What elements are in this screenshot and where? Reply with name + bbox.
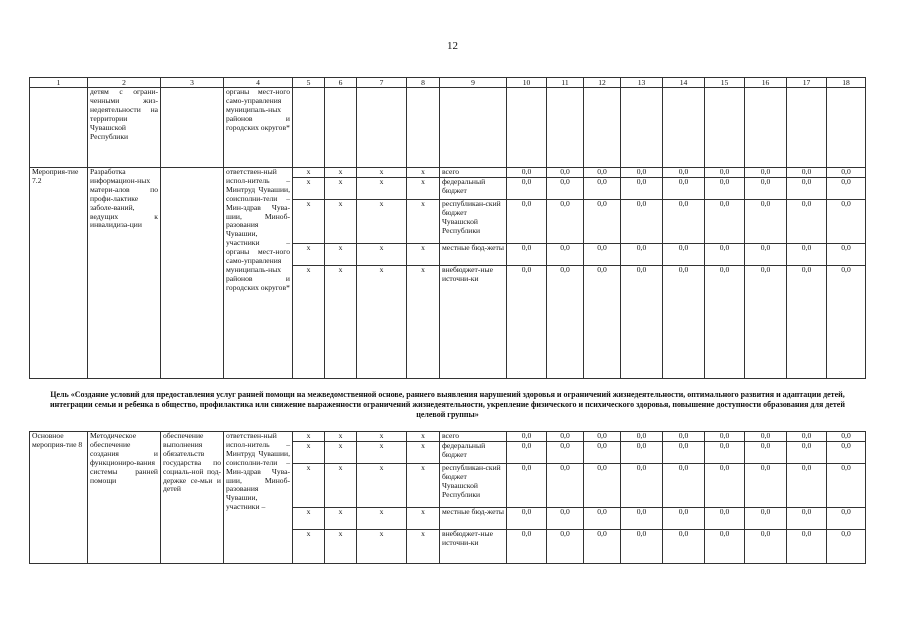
mark-x: х <box>407 442 440 464</box>
amount-cell: 0,0 <box>621 266 663 379</box>
amount-cell: 0,0 <box>827 266 866 379</box>
amount-cell: 0,0 <box>507 244 547 266</box>
measure-goal-cell <box>161 168 224 379</box>
amount-cell: 0,0 <box>547 200 584 244</box>
amount-cell: 0,0 <box>547 168 584 178</box>
amount-cell: 0,0 <box>663 508 705 530</box>
amount-cell: 0,0 <box>547 464 584 508</box>
column-number: 15 <box>705 78 745 88</box>
measure-description: детям с ограни-ченными жиз-недеятельности на территории Чувашской Республики <box>88 88 161 168</box>
column-number: 17 <box>787 78 827 88</box>
mark-x: х <box>293 178 325 200</box>
funding-source: внебюджет-ные источни-ки <box>440 530 507 564</box>
amount-cell: 0,0 <box>584 266 621 379</box>
amount-cell: 0,0 <box>584 508 621 530</box>
amount-cell: 0,0 <box>745 508 787 530</box>
amount-cell: 0,0 <box>584 178 621 200</box>
mark-x: х <box>325 178 357 200</box>
mark-x: х <box>325 266 357 379</box>
amount-cell: 0,0 <box>745 530 787 564</box>
amount-cell: 0,0 <box>705 266 745 379</box>
amount-cell: 0,0 <box>787 244 827 266</box>
amount-cell: 0,0 <box>705 168 745 178</box>
program-table <box>29 77 866 564</box>
amount-cell: 0,0 <box>621 530 663 564</box>
measure-code: Мероприя-тие 7.2 <box>30 168 88 379</box>
amount-cell: 0,0 <box>787 464 827 508</box>
mark-x: х <box>407 508 440 530</box>
amount-cell: 0,0 <box>745 442 787 464</box>
funding-source: всего <box>440 432 507 442</box>
measure-code: Основное мероприя-тие 8 <box>30 432 88 564</box>
mark-x: х <box>325 442 357 464</box>
mark-x: х <box>407 432 440 442</box>
column-number: 10 <box>507 78 547 88</box>
amount-cell: 0,0 <box>547 266 584 379</box>
amount-cell: 0,0 <box>507 432 547 442</box>
column-number: 6 <box>325 78 357 88</box>
column-number: 18 <box>827 78 866 88</box>
amount-cell: 0,0 <box>787 178 827 200</box>
measure-goal-cell: обеспечение выполнения обязательств государства по социаль-ной под-держке се-мьи и детей <box>161 432 224 564</box>
goal-heading: Цель «Создание условий для предоставления услуг ранней помощи на межведомственной основе, раннего выявления нарушений здоровья и ограничений жизнедеятельности, оптимального развития и адаптации детей, интеграции семьи и ребенка в общество, профилактика или снижение выраженности ограничений жизнедеятельности, укрепление физического и психического здоровья, повышение доступности образования для детей целевой группы» <box>30 379 866 432</box>
mark-x: х <box>325 508 357 530</box>
mark-x: х <box>407 178 440 200</box>
mark-x: х <box>357 178 407 200</box>
mark-x: х <box>293 432 325 442</box>
amount-cell: 0,0 <box>663 178 705 200</box>
mark-x: х <box>357 530 407 564</box>
funding-source: федеральный бюджет <box>440 442 507 464</box>
measure-7-2-block <box>30 168 866 379</box>
amount-cell: 0,0 <box>787 266 827 379</box>
mark-x: х <box>357 464 407 508</box>
column-number: 16 <box>745 78 787 88</box>
column-number: 11 <box>547 78 584 88</box>
mark-x: х <box>407 244 440 266</box>
amount-cell: 0,0 <box>663 168 705 178</box>
amount-cell: 0,0 <box>705 508 745 530</box>
amount-cell: 0,0 <box>621 178 663 200</box>
goal-row <box>30 379 866 432</box>
amount-cell: 0,0 <box>705 432 745 442</box>
measure-8-block <box>30 432 866 564</box>
amount-cell: 0,0 <box>663 432 705 442</box>
column-number: 7 <box>357 78 407 88</box>
mark-x: х <box>407 200 440 244</box>
amount-cell: 0,0 <box>547 432 584 442</box>
column-number: 13 <box>621 78 663 88</box>
amount-cell: 0,0 <box>584 168 621 178</box>
amount-cell: 0,0 <box>787 508 827 530</box>
amount-cell: 0,0 <box>705 178 745 200</box>
mark-x: х <box>293 200 325 244</box>
amount-cell: 0,0 <box>507 178 547 200</box>
mark-x: х <box>293 244 325 266</box>
amount-cell: 0,0 <box>663 530 705 564</box>
funding-row <box>30 168 866 178</box>
amount-cell: 0,0 <box>745 244 787 266</box>
amount-cell: 0,0 <box>507 530 547 564</box>
amount-cell: 0,0 <box>705 442 745 464</box>
page-number: 12 <box>447 40 458 52</box>
amount-cell: 0,0 <box>745 168 787 178</box>
amount-cell: 0,0 <box>827 244 866 266</box>
mark-x: х <box>357 200 407 244</box>
mark-x: х <box>407 464 440 508</box>
mark-x: х <box>325 530 357 564</box>
amount-cell: 0,0 <box>621 244 663 266</box>
amount-cell: 0,0 <box>547 178 584 200</box>
amount-cell: 0,0 <box>507 266 547 379</box>
mark-x: х <box>293 530 325 564</box>
executors-cell: ответствен-ный испол-нитель – Минтруд Чувашии, соисполни-тели – Мин-здрав Чува-шии, Миноб-разования Чувашии, участники – <box>224 432 293 564</box>
amount-cell: 0,0 <box>705 200 745 244</box>
amount-cell: 0,0 <box>584 530 621 564</box>
amount-cell: 0,0 <box>663 464 705 508</box>
mark-x: х <box>407 266 440 379</box>
mark-x: х <box>407 530 440 564</box>
amount-cell: 0,0 <box>663 266 705 379</box>
amount-cell: 0,0 <box>621 432 663 442</box>
amount-cell: 0,0 <box>663 200 705 244</box>
column-number: 9 <box>440 78 507 88</box>
amount-cell: 0,0 <box>745 200 787 244</box>
mark-x: х <box>325 464 357 508</box>
measure-description: Разработка информацион-ных матери-алов по профи-лактике заболе-ваний, ведущих к инвалидиза-ции <box>88 168 161 379</box>
amount-cell: 0,0 <box>584 442 621 464</box>
amount-cell: 0,0 <box>705 244 745 266</box>
mark-x: х <box>293 168 325 178</box>
column-number: 4 <box>224 78 293 88</box>
mark-x: х <box>325 200 357 244</box>
amount-cell: 0,0 <box>507 508 547 530</box>
amount-cell: 0,0 <box>663 442 705 464</box>
mark-x: х <box>325 244 357 266</box>
amount-cell: 0,0 <box>547 442 584 464</box>
amount-cell: 0,0 <box>827 200 866 244</box>
mark-x: х <box>293 508 325 530</box>
measure-description: Методическое обеспечение создания и функциониро-вания системы ранней помощи <box>88 432 161 564</box>
amount-cell: 0,0 <box>584 432 621 442</box>
amount-cell: 0,0 <box>705 530 745 564</box>
funding-source: местные бюд-жеты <box>440 508 507 530</box>
amount-cell: 0,0 <box>787 530 827 564</box>
executors-cell: органы мест-ного само-управления муниципаль-ных районов и городских округов* <box>224 88 293 168</box>
amount-cell: 0,0 <box>507 464 547 508</box>
column-number: 2 <box>88 78 161 88</box>
funding-source: федеральный бюджет <box>440 178 507 200</box>
mark-x: х <box>357 244 407 266</box>
cell-empty <box>30 88 88 168</box>
amount-cell: 0,0 <box>547 508 584 530</box>
mark-x: х <box>293 266 325 379</box>
mark-x: х <box>357 508 407 530</box>
amount-cell: 0,0 <box>787 432 827 442</box>
amount-cell: 0,0 <box>745 178 787 200</box>
amount-cell: 0,0 <box>507 442 547 464</box>
column-number: 12 <box>584 78 621 88</box>
mark-x: х <box>357 266 407 379</box>
mark-x: х <box>293 464 325 508</box>
amount-cell: 0,0 <box>663 244 705 266</box>
amount-cell: 0,0 <box>827 464 866 508</box>
column-number-row <box>30 78 866 88</box>
amount-cell: 0,0 <box>745 464 787 508</box>
amount-cell: 0,0 <box>621 442 663 464</box>
amount-cell: 0,0 <box>547 530 584 564</box>
amount-cell: 0,0 <box>787 442 827 464</box>
column-number: 8 <box>407 78 440 88</box>
column-number: 3 <box>161 78 224 88</box>
cell-empty <box>161 88 224 168</box>
amount-cell: 0,0 <box>621 200 663 244</box>
amount-cell: 0,0 <box>827 442 866 464</box>
funding-source: республикан-ский бюджет Чувашской Республики <box>440 464 507 508</box>
amount-cell: 0,0 <box>584 464 621 508</box>
amount-cell: 0,0 <box>787 200 827 244</box>
amount-cell: 0,0 <box>584 244 621 266</box>
mark-x: х <box>407 168 440 178</box>
amount-cell: 0,0 <box>621 508 663 530</box>
mark-x: х <box>357 442 407 464</box>
mark-x: х <box>357 168 407 178</box>
amount-cell: 0,0 <box>827 432 866 442</box>
funding-source: всего <box>440 168 507 178</box>
mark-x: х <box>325 432 357 442</box>
mark-x: х <box>293 442 325 464</box>
funding-source: внебюджет-ные источни-ки <box>440 266 507 379</box>
amount-cell: 0,0 <box>507 168 547 178</box>
amount-cell: 0,0 <box>787 168 827 178</box>
amount-cell: 0,0 <box>745 432 787 442</box>
amount-cell: 0,0 <box>827 508 866 530</box>
executors-cell: ответствен-ный испол-нитель – Минтруд Чувашии, соисполни-тели – Мин-здрав Чува-шии, Миноб-разования Чувашии, участники – органы мест-ного само-управления муниципаль-ных районов и городских округов* <box>224 168 293 379</box>
amount-cell: 0,0 <box>621 168 663 178</box>
amount-cell: 0,0 <box>827 168 866 178</box>
amount-cell: 0,0 <box>547 244 584 266</box>
column-number: 5 <box>293 78 325 88</box>
amount-cell: 0,0 <box>827 178 866 200</box>
funding-row <box>30 432 866 442</box>
amount-cell: 0,0 <box>705 464 745 508</box>
amount-cell: 0,0 <box>584 200 621 244</box>
funding-source: республикан-ский бюджет Чувашской Республики <box>440 200 507 244</box>
amount-cell: 0,0 <box>827 530 866 564</box>
mark-x: х <box>357 432 407 442</box>
continuation-row <box>30 88 866 168</box>
amount-cell: 0,0 <box>621 464 663 508</box>
amount-cell: 0,0 <box>507 200 547 244</box>
column-number: 1 <box>30 78 88 88</box>
mark-x: х <box>325 168 357 178</box>
funding-source: местные бюд-жеты <box>440 244 507 266</box>
column-number: 14 <box>663 78 705 88</box>
amount-cell: 0,0 <box>745 266 787 379</box>
